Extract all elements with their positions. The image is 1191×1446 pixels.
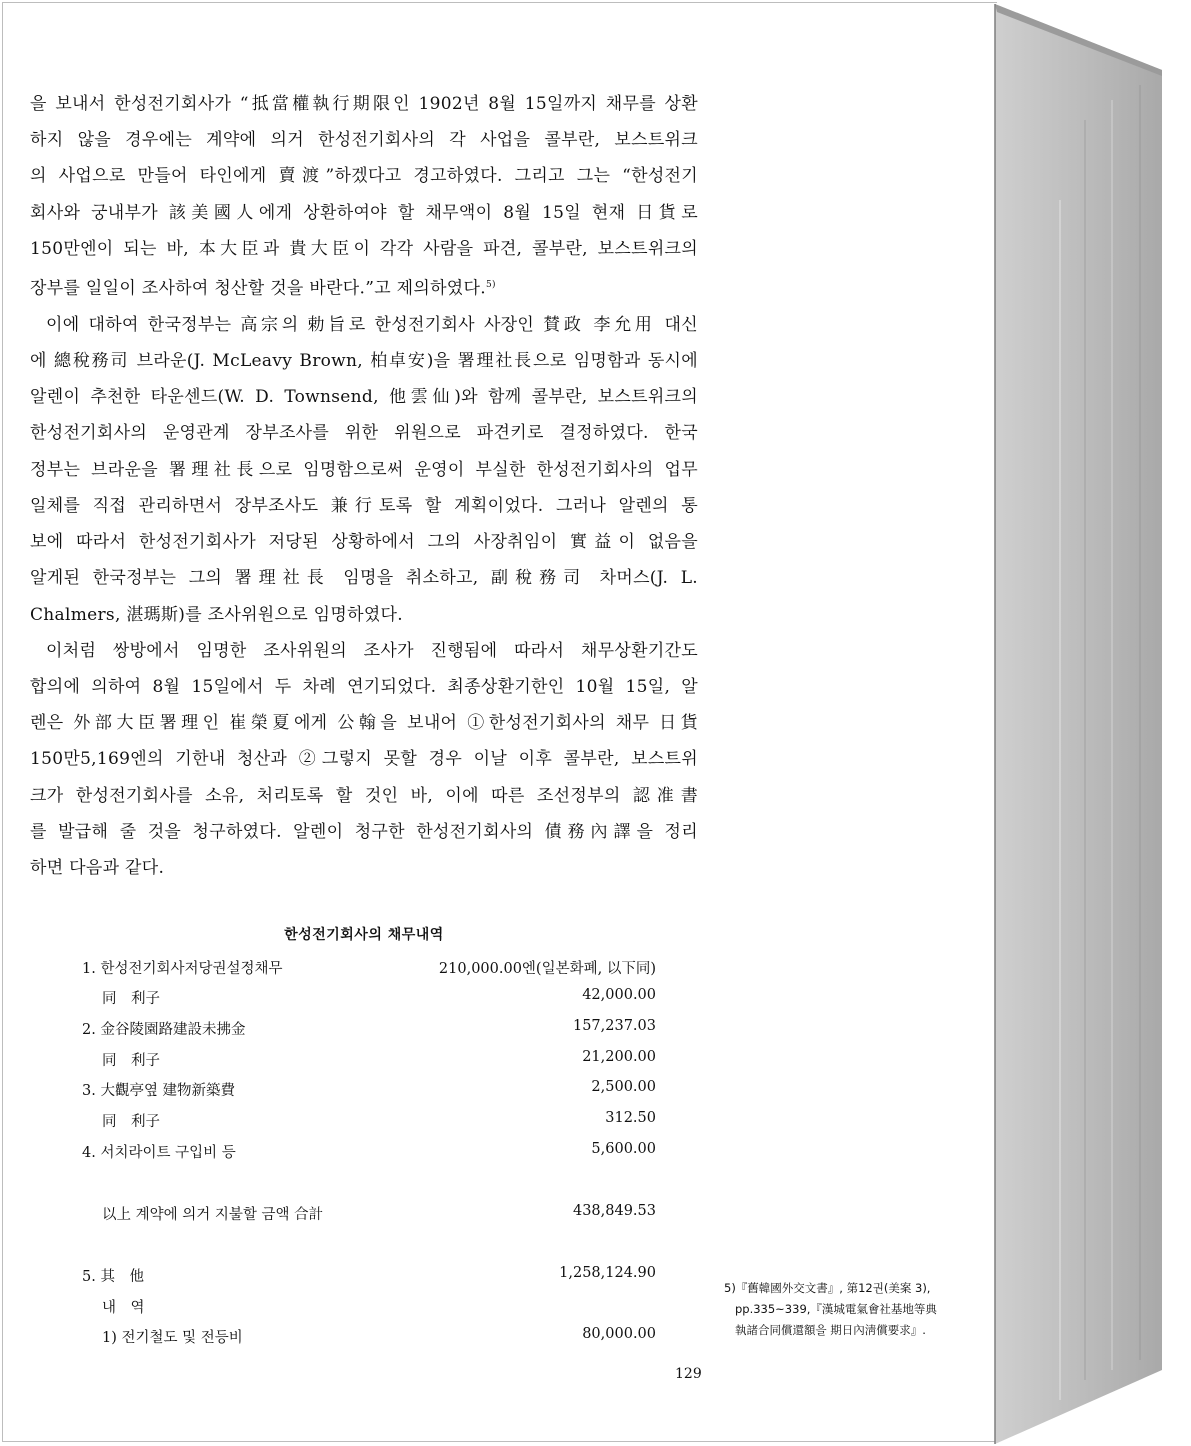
debt-row-3-interest — [82, 1110, 656, 1134]
text-line-content: 장부를 일일이 조사하여 청산할 것을 바란다.”고 제의하였다. — [30, 278, 486, 299]
paragraph-3 — [30, 633, 698, 886]
debt-table-title: 한성전기회사의 채무내역 — [284, 927, 444, 943]
footnote-reference[interactable]: 5) — [485, 280, 496, 291]
debt-amount: 42,000.00 — [582, 987, 656, 1003]
paragraph-2 — [30, 307, 698, 633]
text-line: 150만엔이 되는 바, 本大臣과 貴大臣이 각각 사람을 파견, 콜부란, 보스트위크의 — [30, 238, 698, 259]
text-line: 이에 대하여 한국정부는 高宗의 勅旨로 한성전기회사 사장인 賛政 李允用 대신 — [46, 314, 698, 335]
text-line — [30, 267, 698, 307]
debt-row-2 — [82, 1018, 656, 1042]
debt-label: 4. 서치라이트 구입비 등 — [82, 1145, 236, 1161]
debt-row-3 — [82, 1079, 656, 1103]
debt-subtotal-row — [82, 1203, 656, 1227]
debt-label: 1. 한성전기회사저당권설정채무 — [82, 961, 283, 977]
main-body-text — [30, 86, 698, 886]
text-line: 의 사업으로 만들어 타인에게 賣渡”하겠다고 경고하였다. 그리고 그는 “한성전기 — [30, 166, 698, 187]
text-line: 보에 따라서 한성전기회사가 저당된 상황하에서 그의 사장취임이 實益이 없음을 — [30, 532, 698, 553]
debt-label: 3. 大觀亭옆 建物新築費 — [82, 1083, 236, 1099]
text-line: 렌은 外部大臣署理인 崔榮夏에게 公翰을 보내어 ①한성전기회사의 채무 日貨 — [30, 713, 698, 734]
debt-row-1 — [82, 957, 656, 981]
text-line: 크가 한성전기회사를 소유, 처리토록 할 것인 바, 이에 따른 조선정부의 認准書 — [30, 785, 698, 806]
text-line: 이처럼 쌍방에서 임명한 조사위원의 조사가 진행됨에 따라서 채무상환기간도 — [46, 640, 698, 661]
debt-amount: 1,258,124.90 — [559, 1265, 656, 1281]
debt-row-5-details — [82, 1296, 656, 1320]
text-line: 알게된 한국정부는 그의 署理社長 임명을 취소하고, 副稅務司 차머스(J. L. — [30, 568, 698, 589]
debt-amount: 5,600.00 — [591, 1141, 656, 1157]
debt-amount: 312.50 — [605, 1110, 656, 1126]
footnote-5 — [724, 1278, 986, 1341]
page-number: 129 — [675, 1366, 702, 1382]
debt-label: 5. 其 他 — [82, 1269, 144, 1285]
debt-amount: 157,237.03 — [572, 1018, 656, 1034]
debt-label: 내 역 — [102, 1300, 145, 1316]
debt-label: 1) 전기철도 및 전등비 — [102, 1330, 243, 1346]
debt-amount: 21,200.00 — [582, 1049, 656, 1065]
debt-label: 同 利子 — [102, 991, 160, 1007]
footnote-line: 5)『舊韓國外交文書』, 第12권(美案 3), — [724, 1281, 931, 1295]
text-line: 일체를 직접 관리하면서 장부조사도 兼行토록 할 계획이었다. 그러나 알렌의 통 — [30, 495, 698, 516]
page-stack-edge — [995, 4, 1162, 1444]
debt-label: 同 利子 — [102, 1114, 160, 1130]
text-line: 한성전기회사의 운영관계 장부조사를 위한 위원으로 파견키로 결정하였다. 한국 — [30, 423, 698, 444]
text-line: 를 발급해 줄 것을 청구하였다. 알렌이 청구한 한성전기회사의 債務內譯을 정리 — [30, 821, 698, 842]
text-line: 알렌이 추천한 타운센드(W. D. Townsend, 他雲仙)와 함께 콜부란, 보스트위크의 — [30, 387, 698, 408]
text-line: 회사와 궁내부가 該美國人에게 상환하여야 할 채무액이 8월 15일 현재 日貨로 — [30, 202, 698, 223]
debt-row-5-item-1 — [82, 1326, 656, 1350]
text-line: 하면 다음과 같다. — [30, 857, 165, 878]
text-line: 정부는 브라운을 署理社長으로 임명함으로써 운영이 부실한 한성전기회사의 업무 — [30, 459, 698, 480]
footnote-line: 執諸合同償還額을 期日內淸償要求』. — [724, 1323, 926, 1337]
debt-label: 2. 金谷陵園路建設未拂金 — [82, 1022, 246, 1038]
debt-row-4 — [82, 1141, 656, 1165]
text-line: 하지 않을 경우에는 계약에 의거 한성전기회사의 각 사업을 콜부란, 보스트위크 — [30, 130, 698, 151]
debt-row-1-interest — [82, 987, 656, 1011]
debt-label: 同 利子 — [102, 1053, 160, 1069]
debt-amount: 210,000.00엔(일본화폐, 以下同) — [438, 961, 656, 977]
text-line: 을 보내서 한성전기회사가 “抵當權執行期限인 1902년 8월 15일까지 채무를 상환 — [30, 94, 698, 114]
debt-amount: 438,849.53 — [572, 1203, 656, 1219]
text-line: 합의에 의하여 8월 15일에서 두 차례 연기되었다. 최종상환기한인 10월 15일, 알 — [30, 676, 698, 697]
debt-amount: 80,000.00 — [582, 1326, 656, 1342]
text-line: Chalmers, 湛瑪斯)를 조사위원으로 임명하였다. — [30, 604, 403, 625]
debt-amount: 2,500.00 — [591, 1079, 656, 1095]
text-line: 150만5,169엔의 기한내 청산과 ②그렇지 못할 경우 이날 이후 콜부란, 보스트위 — [30, 749, 698, 770]
debt-row-5 — [82, 1265, 656, 1289]
debt-row-2-interest — [82, 1049, 656, 1073]
text-line: 에 總稅務司 브라운(J. McLeavy Brown, 柏卓安)을 署理社長으로 임명함과 동시에 — [30, 351, 698, 372]
footnote-line: pp.335~339,『漢城電氣會社基地等典 — [724, 1302, 937, 1316]
debt-label: 以上 계약에 의거 지불할 금액 合計 — [102, 1207, 324, 1223]
paragraph-1 — [30, 86, 698, 307]
